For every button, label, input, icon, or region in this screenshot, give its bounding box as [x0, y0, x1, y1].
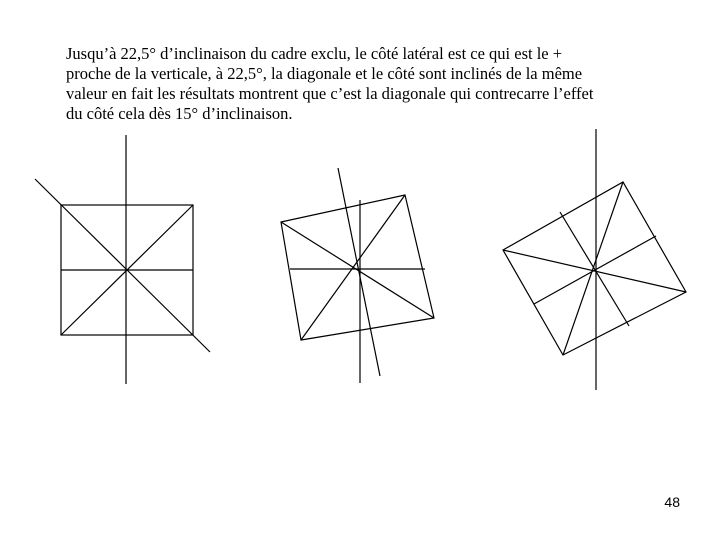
frame-diagonal	[503, 250, 686, 292]
frame-line	[534, 236, 656, 304]
text-line-2: proche de la verticale, à 22,5°, la diagonale et le côté sont inclinés de la même	[66, 64, 583, 83]
page-number: 48	[664, 494, 680, 510]
figure-frame-0deg	[35, 135, 210, 384]
tilted-reference-line	[338, 168, 380, 376]
text-line-3: valeur en fait les résultats montrent que c’est la diagonale qui contrecarre l’effet	[66, 84, 594, 103]
frame-diagonal	[301, 195, 405, 340]
frame-diagonal	[281, 222, 434, 318]
figure-frame-tilt-1	[281, 168, 434, 383]
frame-line	[560, 212, 629, 326]
text-line-1: Jusqu’à 22,5° d’inclinaison du cadre exclu, le côté latéral est ce qui est le +	[66, 44, 563, 63]
text-line-4: du côté cela dès 15° d’inclinaison.	[66, 104, 293, 123]
figure-frame-tilt-2	[503, 129, 686, 390]
